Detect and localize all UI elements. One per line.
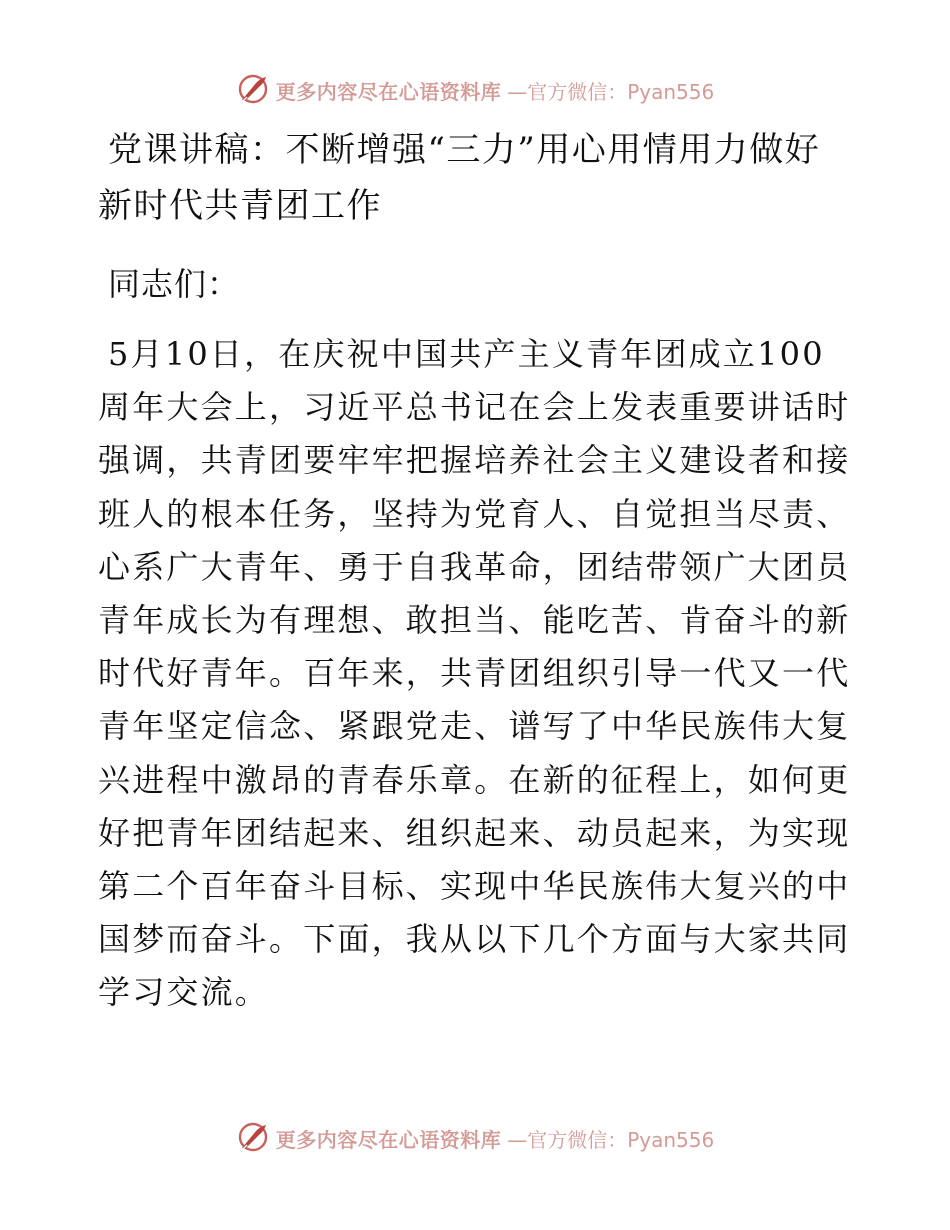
header-promo bbox=[0, 70, 950, 110]
header-promo-text: 更多内容尽在心语资料库 bbox=[275, 79, 502, 104]
footer-promo-wechat: —官方微信：Pyan556 bbox=[507, 1127, 715, 1152]
paragraph-line: 心系广大青年、勇于自我革命，团结带领广大团员 bbox=[98, 547, 851, 586]
paragraph-line: 好把青年团结起来、组织起来、动员起来，为实现 bbox=[98, 813, 851, 852]
header-promo-wechat: —官方微信：Pyan556 bbox=[507, 79, 715, 104]
paragraph-line: 学习交流。 bbox=[98, 973, 270, 1012]
title-line: 新时代共青团工作 bbox=[98, 186, 382, 226]
paragraph-line: 强调，共青团要牢牢把握培养社会主义建设者和接 bbox=[98, 441, 851, 480]
paragraph-line: 班人的根本任务，坚持为党育人、自觉担当尽责、 bbox=[98, 494, 851, 533]
paragraph-line: 青年坚定信念、紧跟党走、谱写了中华民族伟大复 bbox=[98, 707, 851, 746]
paragraph-line: 兴进程中激昂的青春乐章。在新的征程上，如何更 bbox=[98, 760, 851, 799]
footer-promo-text: 更多内容尽在心语资料库 bbox=[275, 1127, 502, 1152]
paragraph-line: 第二个百年奋斗目标、实现中华民族伟大复兴的中 bbox=[98, 867, 851, 906]
paragraph-line: 时代好青年。百年来，共青团组织引导一代又一代 bbox=[98, 654, 851, 693]
paragraph-line: 周年大会上，习近平总书记在会上发表重要讲话时 bbox=[98, 388, 851, 427]
document-title bbox=[98, 122, 858, 234]
quill-pen-logo-icon bbox=[236, 72, 270, 106]
paragraph-line: 国梦而奋斗。下面，我从以下几个方面与大家共同 bbox=[98, 920, 851, 959]
footer-promo bbox=[0, 1118, 950, 1158]
salutation: 同志们： bbox=[108, 265, 241, 303]
body-paragraph bbox=[98, 328, 858, 1020]
paragraph-line: 青年成长为有理想、敢担当、能吃苦、肯奋斗的新 bbox=[98, 601, 851, 640]
quill-pen-logo-icon bbox=[236, 1120, 270, 1154]
paragraph-line: 5月10日，在庆祝中国共产主义青年团成立100 bbox=[108, 335, 825, 373]
title-line: 党课讲稿：不断增强“三力”用心用情用力做好 bbox=[108, 130, 821, 170]
